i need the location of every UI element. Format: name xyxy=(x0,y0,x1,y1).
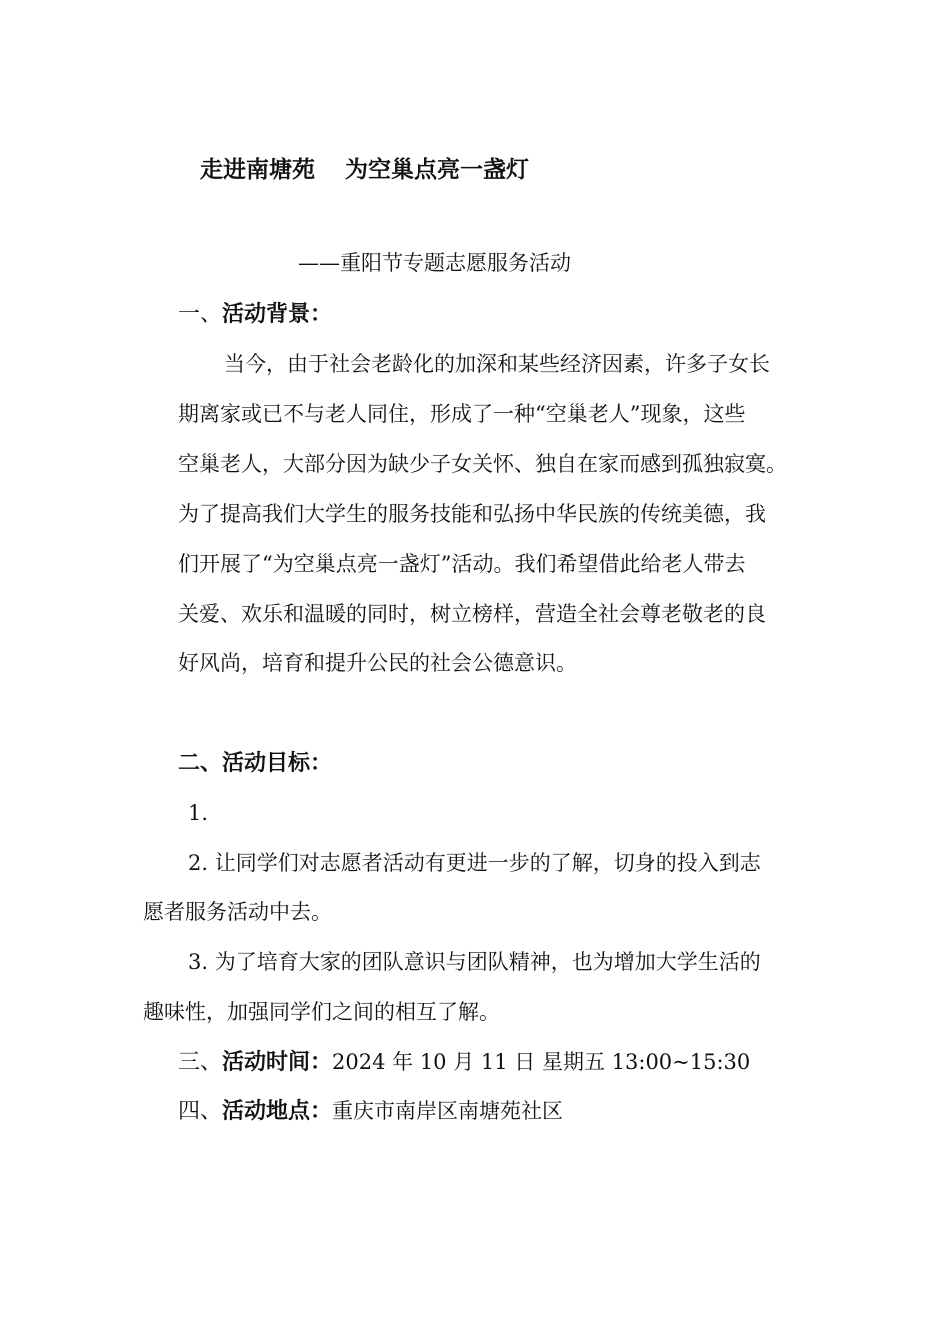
section4-heading-prefix: 四、 xyxy=(178,1099,223,1124)
document-title xyxy=(200,155,529,185)
section2-heading: 二、活动目标： xyxy=(178,751,333,776)
section2-item-1: 1. xyxy=(188,801,209,825)
section4-heading-text: 活动地点： xyxy=(222,1099,333,1124)
section3-heading-prefix: 三、 xyxy=(178,1050,223,1075)
section1-line-1: 当今，由于社会老龄化的加深和某些经济因素，许多子女长 xyxy=(224,352,770,376)
title-part1: 走进南塘苑 xyxy=(200,157,315,183)
document-subtitle: ——重阳节专题志愿服务活动 xyxy=(298,251,571,275)
section1-line-3: 空巢老人，大部分因为缺少子女关怀、独自在家而感到孤独寂寞。 xyxy=(178,452,787,476)
section1-line-7: 好风尚，培育和提升公民的社会公德意识。 xyxy=(178,651,577,675)
section2-item-3-line-2: 趣味性，加强同学们之间的相互了解。 xyxy=(143,1000,500,1024)
section2-item-2-line-1: 2. 让同学们对志愿者活动有更进一步的了解，切身的投入到志 xyxy=(188,851,761,875)
section1-line-6: 关爱、欢乐和温暖的同时，树立榜样，营造全社会尊老敬老的良 xyxy=(178,602,766,626)
section1-heading xyxy=(178,300,332,330)
section1-line-5: 们开展了“为空巢点亮一盏灯”活动。我们希望借此给老人带去 xyxy=(178,552,746,576)
section2-item-3-line-1: 3. 为了培育大家的团队意识与团队精神，也为增加大学生活的 xyxy=(188,950,761,974)
activity-time-value: 2024 年 10 月 11 日 星期五 13:00~15:30 xyxy=(332,1050,751,1074)
activity-location-value: 重庆市南岸区南塘苑社区 xyxy=(332,1099,564,1123)
section1-heading-text: 活动背景： xyxy=(222,302,333,327)
section1-line-2: 期离家或已不与老人同住，形成了一种“空巢老人”现象，这些 xyxy=(178,402,746,426)
section1-line-4: 为了提高我们大学生的服务技能和弘扬中华民族的传统美德，我 xyxy=(178,502,766,526)
section4-line xyxy=(178,1096,563,1127)
section2-item-2-line-2: 愿者服务活动中去。 xyxy=(143,900,332,924)
section1-heading-prefix: 一、 xyxy=(178,302,223,327)
section3-line xyxy=(178,1047,750,1078)
section3-heading-text: 活动时间： xyxy=(222,1050,333,1075)
title-part2: 为空巢点亮一盏灯 xyxy=(345,157,529,183)
